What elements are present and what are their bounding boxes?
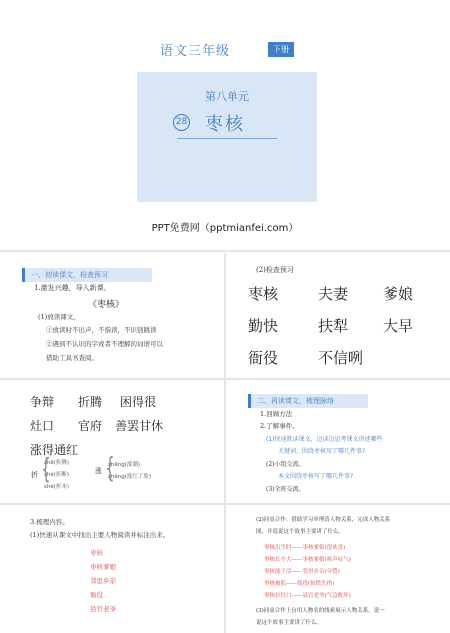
character-item: 枣核爹娘 — [90, 563, 116, 571]
polyphone-char: 折 — [31, 471, 38, 479]
pinyin-entry: zhē(折腾) — [44, 460, 70, 466]
story-title: 《枣核》 — [88, 300, 125, 310]
text-line: 借助工具书查阅。 — [46, 354, 98, 362]
vocab-word: 大早 — [383, 317, 414, 335]
text-line: 1.激发兴趣，导入新课。 — [34, 284, 111, 292]
pinyin-entry: zhǎng(涨潮) — [108, 462, 141, 468]
slide-character-map — [226, 505, 450, 633]
lesson-number-badge: 28 — [173, 114, 190, 131]
vocab-word: 困得很 — [120, 395, 157, 409]
relation-item: 枣核出生时——枣核爹娘(很欢喜) — [264, 545, 346, 551]
lesson-title: 枣核 — [205, 114, 245, 135]
relation-item: 枣核长不大——枣核爹娘(唉声叹气) — [264, 557, 351, 563]
text-line: (3)全班交流。 — [266, 486, 305, 493]
text-line: 图，并说说这个故事主要讲了什么。 — [256, 529, 345, 535]
text-line: 3.梳理内容。 — [30, 518, 69, 526]
vocab-word: 涨得通红 — [30, 443, 79, 457]
vocab-word: 灶口 — [30, 419, 55, 433]
text-line: (2)同桌合作：借助学习单理清人物关系，完成人物关系 — [256, 517, 391, 523]
vocab-word: 枣核 — [248, 285, 279, 303]
pinyin-entry: shé(折本) — [44, 484, 70, 490]
brace: { — [41, 452, 51, 485]
vocab-word: 扶犁 — [318, 317, 349, 335]
text-line: 说这个故事主要讲了什么。 — [256, 620, 323, 626]
cover-footer: PPT免费网（pptmianfei.com） — [151, 223, 299, 234]
cover-title: 语文三年级 — [160, 44, 231, 59]
vocab-word: 爹娘 — [383, 285, 414, 303]
text-line: (3)同桌合作上台用人物名的线索展示人物关系，说一 — [256, 608, 385, 614]
pinyin-entry: zhàng(涨红了脸) — [108, 474, 152, 480]
vocab-word: 争辩 — [30, 395, 55, 409]
slide-word-practice — [0, 380, 224, 503]
vocab-word: 夫妻 — [318, 285, 349, 303]
slide-sort-content — [0, 505, 224, 633]
text-line: (1)放读课文。 — [38, 313, 80, 321]
text-line: 2.了解事件。 — [260, 422, 299, 430]
character-item: 枣核 — [90, 549, 103, 557]
text-line: (1)快速默读课文，边读边思考课文讲述哪些 — [266, 436, 383, 443]
text-line: (2)小组交流。 — [266, 461, 305, 468]
brace: { — [105, 451, 115, 484]
text-line: 关键词，围绕枣核写了哪几件事? — [278, 448, 366, 455]
section-header: 一、初读课文，检查预习 — [22, 268, 152, 282]
vocab-word: 勤快 — [248, 317, 279, 335]
text-line: 本文围绕枣核写了哪几件事? — [278, 473, 354, 480]
vocab-word: 衙役 — [248, 349, 279, 367]
slide-word-check — [226, 253, 450, 378]
text-line: ①放读时不出声，不指读，不识别跳读 — [46, 326, 157, 334]
relation-item: 枣核拉灶口——县官老爷(气急败坏) — [264, 593, 351, 599]
character-item: 县官老爷 — [90, 605, 116, 613]
polyphone-char: 涨 — [95, 467, 102, 475]
divider — [0, 250, 450, 252]
text-line: (1)快速从课文中找出主要人物阅读并标注出来。 — [30, 531, 170, 539]
cover-box — [137, 72, 317, 202]
text-line: 1.回顾方法 — [260, 410, 293, 418]
vocab-word: 折腾 — [78, 395, 103, 409]
unit-label: 第八单元 — [205, 90, 249, 103]
slide-preview-reading — [0, 253, 224, 378]
vocab-word: 官府 — [78, 419, 103, 433]
slide-label: (2)检查预习 — [256, 266, 294, 274]
pinyin-entry: zhé(折断) — [44, 472, 70, 478]
character-item: 邻里乡亲 — [90, 577, 116, 585]
character-item: 衙役 — [90, 591, 103, 599]
relation-item: 枣核被抓——衙役(惊慌失措) — [264, 581, 335, 587]
volume-tag: 下册 — [268, 42, 294, 57]
vocab-word: 不信咧 — [318, 349, 364, 367]
slide-reread — [226, 380, 450, 503]
relation-item: 枣核能干活——邻里乡亲(夸赞) — [264, 569, 340, 575]
vocab-word: 善罢甘休 — [115, 419, 164, 433]
title-underline — [177, 138, 277, 139]
cover-slide — [0, 0, 450, 250]
text-line: ②遇到不认识的字或者不理解的词语可以 — [46, 340, 163, 348]
section-header: 二、再读课文，梳理脉络 — [248, 394, 368, 408]
